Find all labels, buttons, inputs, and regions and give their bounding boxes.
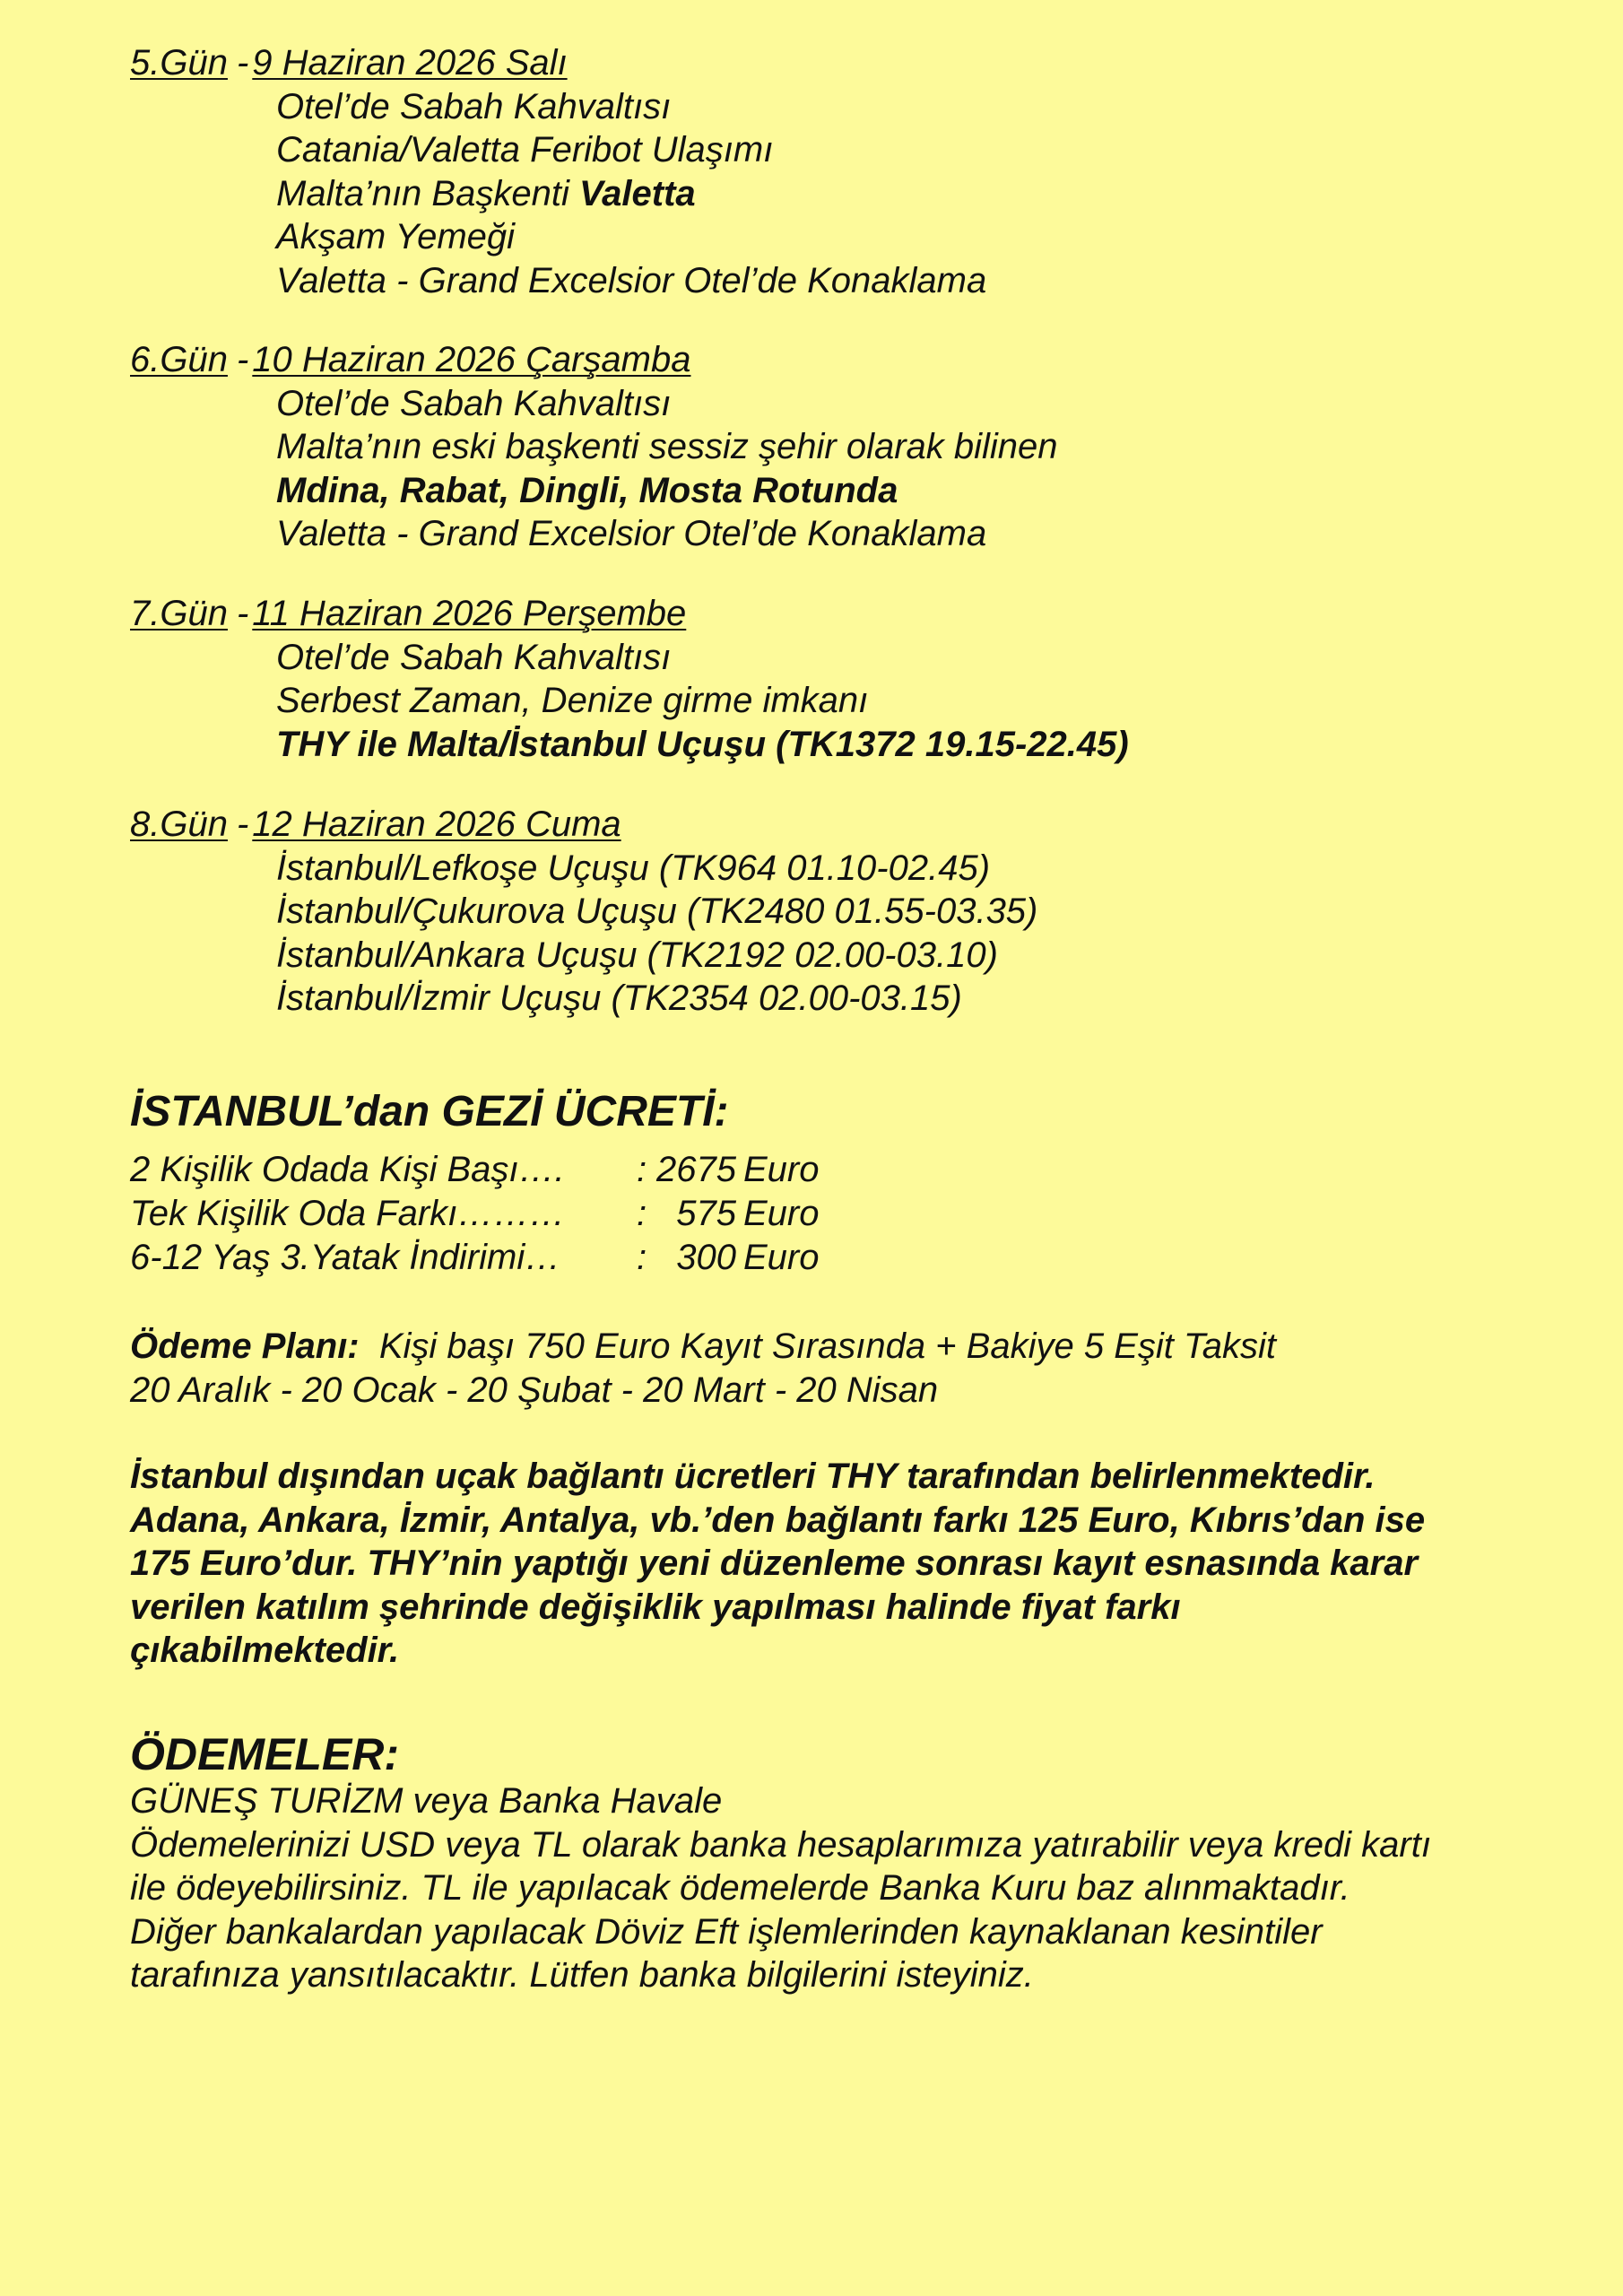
day-date: 10 Haziran 2026 Çarşamba: [252, 340, 691, 379]
payment-plan: [130, 1325, 1276, 1412]
price-colon: :: [637, 1238, 647, 1277]
activity-line: Akşam Yemeği: [276, 217, 516, 257]
note-line: verilen katılım şehrinde değişiklik yapılması halinde fiyat farkı: [130, 1587, 1181, 1627]
day-block-8: [130, 803, 1037, 1021]
day-block-6: [130, 338, 1058, 556]
activity-line: Otel’de Sabah Kahvaltısı: [276, 637, 672, 677]
day-activities: [130, 636, 1129, 767]
price-label: 6-12 Yaş 3.Yatak İndirimi…: [130, 1238, 561, 1277]
payments-title: ÖDEMELER:: [130, 1729, 399, 1779]
price-currency: Euro: [742, 1238, 820, 1277]
day-activities: [130, 382, 1058, 556]
day-header: 5.Gün - 9 Haziran 2026 Salı: [130, 43, 568, 83]
note-line: Adana, Ankara, İzmir, Antalya, vb.’den bağlantı farkı 125 Euro, Kıbrıs’dan ise: [130, 1500, 1426, 1540]
activity-line: Valetta - Grand Excelsior Otel’de Konaklama: [276, 260, 987, 300]
day-date: 12 Haziran 2026 Cuma: [252, 804, 621, 844]
day-number: 8.Gün: [130, 804, 228, 844]
price-amount: 575: [676, 1194, 736, 1233]
note-line: 175 Euro’dur. THY’nin yaptığı yeni düzenleme sonrası kayıt esnasında karar: [130, 1544, 1419, 1583]
note-line: çıkabilmektedir.: [130, 1631, 400, 1670]
flight-line: İstanbul/Çukurova Uçuşu (TK2480 01.55-03.35): [276, 891, 1038, 931]
activity-line: Malta’nın eski başkenti sessiz şehir olarak bilinen: [276, 427, 1058, 466]
flight-line: İstanbul/Ankara Uçuşu (TK2192 02.00-03.10): [276, 935, 998, 975]
payment-plan-label: Ödeme Planı:: [130, 1326, 360, 1366]
day-number: 7.Gün: [130, 594, 228, 633]
connection-fee-note: [130, 1455, 1425, 1673]
flight-line: İstanbul/İzmir Uçuşu (TK2354 02.00-03.15): [276, 978, 962, 1018]
price-colon: :: [637, 1194, 647, 1233]
price-table: [130, 1148, 819, 1280]
day-activities: [130, 85, 986, 303]
payments-info: [130, 1779, 1431, 1997]
payments-line: ile ödeyebilirsiniz. TL ile yapılacak ödemelerde Banka Kuru baz alınmaktadır.: [130, 1868, 1350, 1908]
flight-line: THY ile Malta/İstanbul Uçuşu (TK1372 19.15-22.45): [276, 724, 1129, 764]
payments-line: GÜNEŞ TURİZM veya Banka Havale: [130, 1781, 723, 1821]
price-amount: 300: [676, 1238, 736, 1277]
activity-line: Otel’de Sabah Kahvaltısı: [276, 86, 672, 126]
destination-name: Valetta: [578, 173, 696, 213]
price-section-title: İSTANBUL’dan GEZİ ÜCRETİ:: [130, 1088, 729, 1135]
destination-names: Mdina, Rabat, Dingli, Mosta Rotunda: [276, 470, 898, 510]
day-date: 11 Haziran 2026 Perşembe: [252, 594, 687, 633]
price-row: [130, 1148, 819, 1192]
payment-plan-line: [130, 1325, 1276, 1369]
day-number: 5.Gün: [130, 43, 228, 83]
price-label: 2 Kişilik Odada Kişi Başı….: [130, 1150, 565, 1189]
payment-plan-text: Kişi başı 750 Euro Kayıt Sırasında + Bakiye 5 Eşit Taksit: [359, 1326, 1276, 1366]
price-amount: 2675: [656, 1150, 736, 1189]
payments-line: tarafınıza yansıtılacaktır. Lütfen banka bilgilerini isteyiniz.: [130, 1955, 1034, 1995]
activity-line: Serbest Zaman, Denize girme imkanı: [276, 681, 869, 720]
day-block-7: [130, 592, 1129, 766]
day-number: 6.Gün: [130, 340, 228, 379]
activity-line: Valetta - Grand Excelsior Otel’de Konaklama: [276, 514, 987, 553]
payments-line: Ödemelerinizi USD veya TL olarak banka hesaplarımıza yatırabilir veya kredi kartı: [130, 1824, 1431, 1865]
price-row: [130, 1236, 819, 1280]
activity-line: Catania/Valetta Feribot Ulaşımı: [276, 130, 774, 170]
activity-line: Malta’nın Başkenti Valetta: [276, 173, 696, 213]
day-activities: [130, 847, 1037, 1021]
price-currency: Euro: [742, 1150, 820, 1189]
payments-line: Diğer bankalardan yapılacak Döviz Eft işlemlerinden kaynaklanan kesintiler: [130, 1911, 1323, 1952]
price-currency: Euro: [742, 1194, 820, 1233]
note-line: İstanbul dışından uçak bağlantı ücretleri THY tarafından belirlenmektedir.: [130, 1457, 1376, 1496]
payment-plan-dates: 20 Aralık - 20 Ocak - 20 Şubat - 20 Mart - 20 Nisan: [130, 1370, 939, 1410]
day-date: 9 Haziran 2026 Salı: [252, 43, 568, 83]
price-colon: :: [637, 1150, 647, 1189]
activity-line: Otel’de Sabah Kahvaltısı: [276, 383, 672, 423]
day-header: 6.Gün - 10 Haziran 2026 Çarşamba: [130, 340, 691, 379]
day-header: 8.Gün - 12 Haziran 2026 Cuma: [130, 804, 621, 844]
day-header: 7.Gün - 11 Haziran 2026 Perşembe: [130, 594, 687, 633]
price-label: Tek Kişilik Oda Farkı………: [130, 1194, 566, 1233]
flight-line: İstanbul/Lefkoşe Uçuşu (TK964 01.10-02.45): [276, 848, 991, 888]
day-block-5: [130, 41, 986, 302]
price-row: [130, 1192, 819, 1236]
